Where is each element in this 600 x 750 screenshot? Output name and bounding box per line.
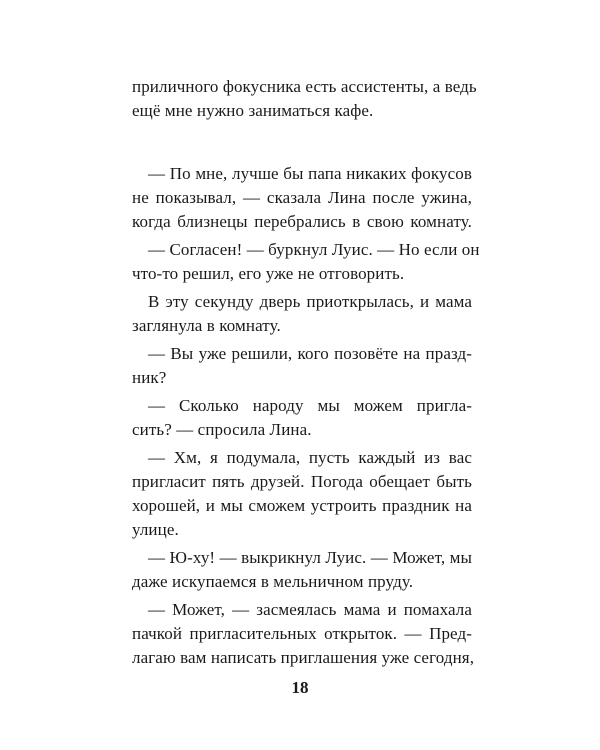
text-line: приличного фокусника есть ассистенты, а ведь	[132, 77, 477, 96]
text-line: улице.	[132, 520, 179, 539]
text-line: ник?	[132, 368, 167, 387]
text-line: В эту секунду дверь приоткрылась, и мама	[148, 292, 472, 311]
text-line: хорошей, и мы сможем устроить праздник на	[132, 496, 472, 515]
text-line: — По мне, лучше бы папа никаких фокусов	[148, 164, 472, 183]
text-line: — Ю-ху! — выкрикнул Луис. — Может, мы	[148, 548, 472, 567]
text-line: лагаю вам написать приглашения уже сегодня,	[132, 648, 475, 667]
text-line: не показывал, — сказала Лина после ужина,	[132, 188, 472, 207]
text-line: пачкой пригласительных открыток. — Пред-	[132, 624, 472, 643]
text-line: — Вы уже решили, кого позовёте на празд-	[148, 344, 472, 363]
text-line: — Может, — засмеялась мама и помахала	[148, 600, 472, 619]
text-line: — Согласен! — буркнул Луис. — Но если он	[148, 240, 480, 259]
page-number: 18	[291, 678, 309, 697]
text-line: заглянула в комнату.	[132, 316, 281, 335]
text-line: пригласит пять друзей. Погода обещает быть	[132, 472, 472, 491]
text-line: когда близнецы перебрались в свою комнату.	[132, 212, 472, 231]
text-line: даже искупаемся в мельничном пруду.	[132, 572, 414, 591]
text-line: ещё мне нужно заниматься кафе.	[132, 101, 374, 120]
text-line: сить? — спросила Лина.	[132, 420, 312, 439]
text-line: — Хм, я подумала, пусть каждый из вас	[148, 448, 472, 467]
text-line: что-то решил, его уже не отговорить.	[132, 264, 405, 283]
text-line: — Сколько народу мы можем пригла-	[148, 396, 472, 415]
